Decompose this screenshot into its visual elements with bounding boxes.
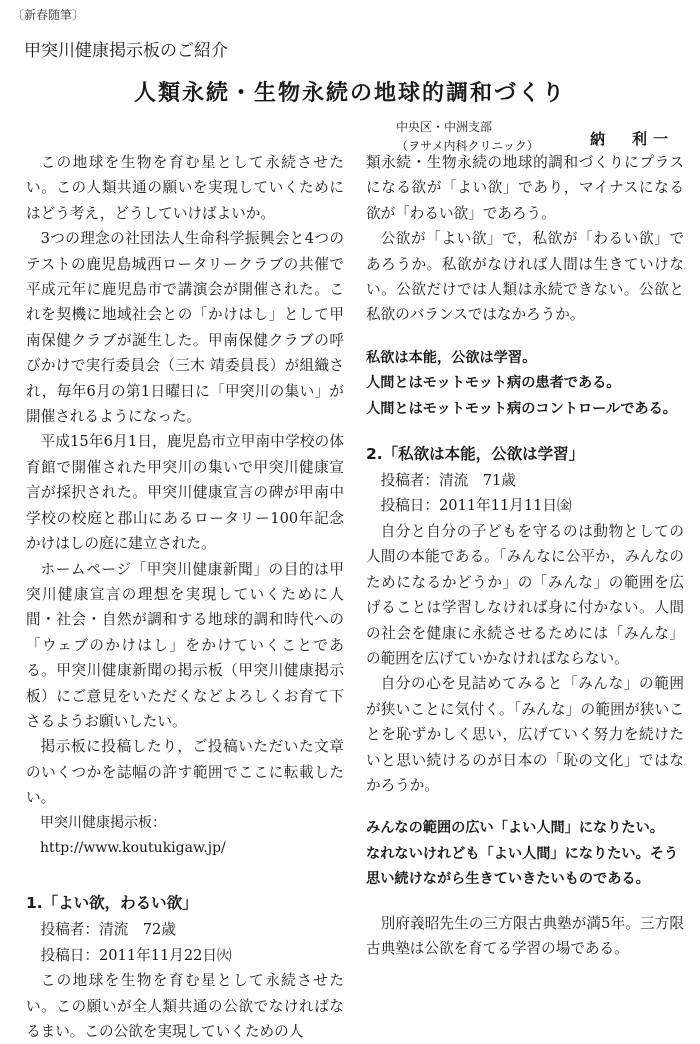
date-line: 投稿日：2011年11月22日㈫ bbox=[40, 946, 232, 964]
right-column bbox=[366, 150, 684, 961]
paragraph: 掲示板に投稿したり，ご投稿いただいた文章のいくつかを誌幅の許す範囲でここに転載したい。 bbox=[26, 738, 344, 807]
poster-line: 投稿者：清流 71歳 bbox=[380, 472, 516, 490]
paragraph: 別府義昭先生の三方限古典塾が満5年。三方限古典塾は公欲を育てる学習の場である。 bbox=[366, 914, 684, 957]
date-line: 投稿日：2011年11月11日㈮ bbox=[380, 497, 572, 515]
paragraph: 公欲が「よい欲」で，私欲が「わるい欲」であろうか。私欲がなければ人間は生きていけない。公欲だけでは人類は永続できない。公欲と私欲のバランスではなかろうか。 bbox=[366, 230, 684, 324]
paragraph: ホームページ「甲突川健康新聞」の目的は甲突川健康宣言の理想を実現していくために人間・社会・自然が調和する地球的調和時代への「ウェブのかけはし」をかけていくことである。甲突川健康新聞の掲示板（甲突川健康掲示板）にご意見をいただくなどよろしくお育て下さるようお願いしたい。 bbox=[26, 560, 344, 730]
paragraph: この地球を生物を育む星として永続させたい。この願いが全人類共通の公欲でなければなるまい。この公欲を実現していくための人 bbox=[26, 972, 344, 1040]
series-title: 甲突川健康掲示板のご紹介 bbox=[24, 41, 228, 61]
article-title: 人類永続・生物永続の地球的調和づくり bbox=[133, 81, 566, 106]
paragraph: 平成15年6月1日，鹿児島市立甲南中学校の体育館で開催された甲突川の集いで甲突川健康宣言が採択された。甲突川健康宣言の碑が甲南中学校の校庭と郡山にあるロータリー100年記念かけはしの庭に建立された。 bbox=[26, 433, 344, 553]
section-heading-2: 2.「私欲は本能，公欲は学習」 bbox=[366, 445, 585, 464]
maxim-line: 人間とはモットモット病の患者である。 bbox=[366, 375, 621, 392]
section-heading-1: 1.「よい欲，わるい欲」 bbox=[26, 894, 198, 913]
affiliation-clinic: （ヲサメ内科クリニック） bbox=[396, 139, 539, 153]
author-name: 納 利一 bbox=[590, 130, 675, 148]
left-column bbox=[26, 150, 344, 1044]
closing-maxim: みんなの範囲の広い「よい人間」になりたい。 bbox=[366, 820, 664, 837]
paragraph: この地球を生物を育む星として永続させたい。この人類共通の願いを実現していくためにはどう考え，どうしていけばよいか。 bbox=[26, 154, 344, 222]
maxim-line: 私欲は本能，公欲は学習。 bbox=[366, 349, 537, 366]
bulletin-url: 甲突川健康掲示板：http://www.koutukigaw.jp/ bbox=[40, 814, 226, 856]
author-affiliation bbox=[396, 118, 539, 154]
closing-maxim: なれないけれども「よい人間」になりたい。そう思い続けながら生きていきたいものである。 bbox=[366, 845, 679, 888]
affiliation-branch: 中央区・中洲支部 bbox=[396, 120, 493, 134]
paragraph: 自分の心を見詰めてみると「みんな」の範囲が狭いことに気付く。「みんな」の範囲が狭いことを恥ずかしく思い，広げていく努力を続けたいと思い続けるのが日本の「恥の文化」ではなかろうか。 bbox=[366, 675, 684, 794]
maxim-line: 人間とはモットモット病のコントロールである。 bbox=[366, 400, 677, 417]
paragraph: 3つの理念の社団法人生命科学振興会と4つのテストの鹿児島城西ロータリークラブの共催で平成元年に鹿児島市で講演会が開催された。これを契機に地域社会との「かけはし」として甲南保健クラブが誕生した。甲南保健クラブの呼びかけで実行委員会（三木 靖委員長）が組織され，毎年6月の第1日曜日に「甲突川の集い」が開催されるようになった。 bbox=[26, 230, 344, 426]
poster-line: 投稿者：清流 72歳 bbox=[40, 921, 176, 939]
section-tag: 〔新春随筆〕 bbox=[12, 8, 85, 22]
paragraph: 類永続・生物永続の地球的調和づくりにプラスになる欲が「よい欲」であり，マイナスになる欲が「わるい欲」であろう。 bbox=[366, 154, 684, 222]
paragraph: 自分と自分の子どもを守るのは動物としての人間の本能である。「みんなに公平か，みんなのためになるかどうか」の「みんな」の範囲を広げることは学習しなければ身に付かない。人間の社会を健康に永続させるためには「みんな」の範囲を広げていかなければならない。 bbox=[366, 522, 684, 667]
